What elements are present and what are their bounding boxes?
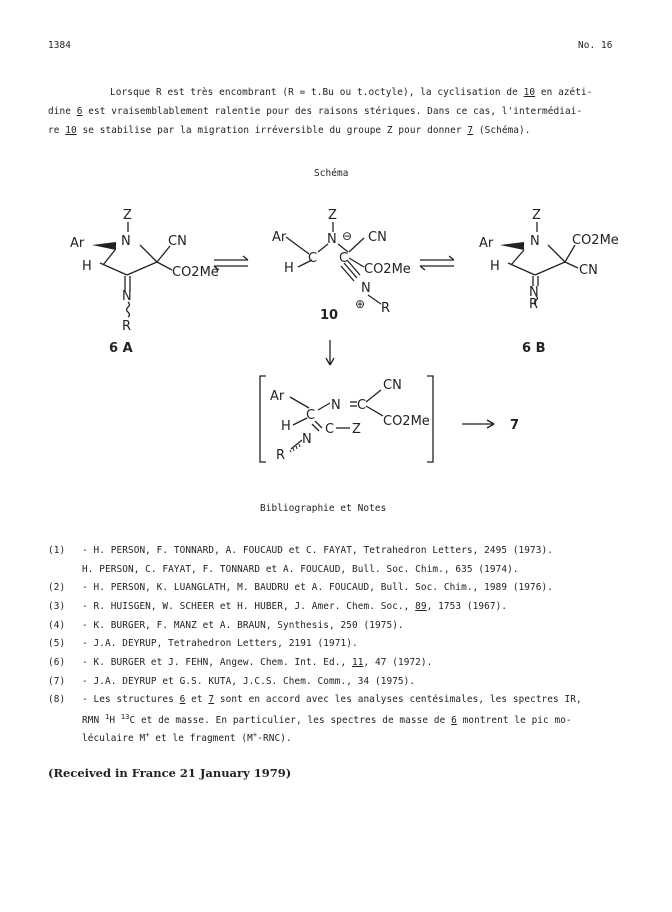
- compound-ref: 7: [467, 125, 474, 136]
- plus-charge: ⊕: [355, 297, 366, 311]
- reference-1-continued: H. PERSON, C. FAYAT, F. TONNARD et A. FOUCAUD, Bull. Soc. Chim., 635 (1974).: [82, 564, 519, 575]
- atom-n: N: [529, 285, 539, 300]
- atom-ar: Ar: [70, 236, 85, 251]
- atom-n: N: [121, 234, 131, 249]
- atom-cn: CN: [368, 230, 387, 245]
- reference-8-line-2: RMN $^1$H $^{13}$C et de masse. En particulier, les spectres de masse de 6 montrent le pic mo-: [82, 713, 572, 727]
- atom-n: N: [331, 398, 341, 413]
- atom-z: Z: [352, 422, 361, 437]
- atom-r: R: [276, 448, 286, 463]
- page-number: 1384: [48, 40, 71, 51]
- atom-z: Z: [328, 208, 337, 223]
- atom-z: Z: [532, 208, 541, 223]
- paragraph-line-2: dine 6 est vraisemblablement ralentie pour des raisons stériques. Dans ce cas, l'intermédiai-: [48, 106, 583, 117]
- atom-h: H: [284, 261, 294, 276]
- compound-ref: 6: [76, 106, 83, 117]
- issue-number: No. 16: [578, 40, 613, 51]
- atom-z: Z: [123, 208, 132, 223]
- atom-c: C: [306, 408, 316, 423]
- atom-h: H: [490, 259, 500, 274]
- atom-co2me: CO2Me: [364, 262, 411, 277]
- bibliography-title: Bibliographie et Notes: [260, 503, 387, 514]
- atom-ar: Ar: [272, 230, 287, 245]
- atom-r: R: [122, 319, 132, 334]
- atom-c: C: [357, 398, 367, 413]
- atom-r: R: [529, 297, 539, 312]
- received-date: (Received in France 21 January 1979): [48, 766, 292, 780]
- atom-n: N: [361, 281, 371, 296]
- atom-ar: Ar: [479, 236, 494, 251]
- atom-c: C: [339, 251, 349, 266]
- minus-charge: ⊖: [342, 229, 353, 243]
- compound-label-6a: 6 A: [109, 341, 133, 356]
- atom-n: N: [327, 232, 337, 247]
- paragraph-line-3: re 10 se stabilise par la migration irréversible du groupe Z pour donner 7 (Schéma).: [48, 125, 531, 136]
- scheme-title: Schéma: [314, 168, 349, 179]
- atom-cn: CN: [579, 263, 598, 278]
- atom-c: C: [308, 251, 318, 266]
- atom-co2me: CO2Me: [572, 233, 619, 248]
- atom-h: H: [82, 259, 92, 274]
- atom-h: H: [281, 419, 291, 434]
- atom-n: N: [302, 432, 312, 447]
- atom-c: C: [325, 422, 335, 437]
- atom-co2me: CO2Me: [172, 265, 219, 280]
- atom-cn: CN: [383, 378, 402, 393]
- atom-ar: Ar: [270, 389, 285, 404]
- atom-cn: CN: [168, 234, 187, 249]
- atom-r: R: [381, 301, 391, 316]
- compound-label-6b: 6 B: [522, 341, 546, 356]
- compound-ref: 10: [523, 87, 536, 98]
- paragraph-line-1: Lorsque R est très encombrant (R = t.Bu ou t.octyle), la cyclisation de 10 en azéti-: [110, 87, 593, 98]
- reference-8-line-3: léculaire M+ et le fragment (M+-RNC).: [82, 731, 292, 745]
- compound-label-10: 10: [320, 308, 339, 323]
- compound-label-7: 7: [510, 418, 520, 433]
- compound-ref: 10: [65, 125, 77, 136]
- atom-n: N: [122, 289, 132, 304]
- atom-n: N: [530, 234, 540, 249]
- atom-co2me: CO2Me: [383, 414, 430, 429]
